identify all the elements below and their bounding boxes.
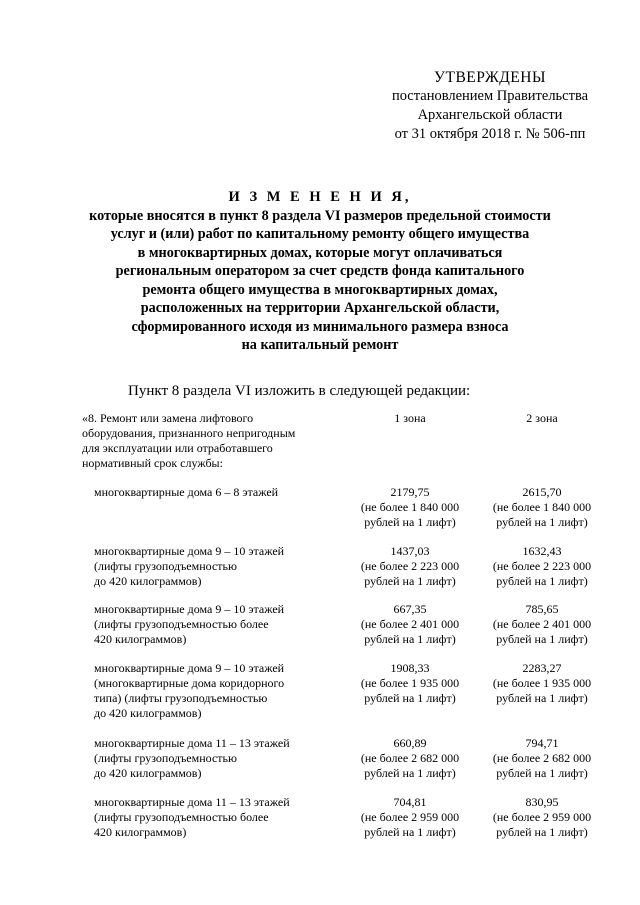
description-line: (лифты грузоподъемностью более	[94, 810, 269, 824]
zone-1-cell	[350, 795, 470, 840]
zone-1-limit: (не более 2 223 000	[360, 559, 460, 573]
description-line: многоквартирные дома 11 – 13 этажей	[94, 736, 290, 750]
zone-2-cell	[480, 602, 604, 647]
header-description	[82, 411, 332, 471]
zone-2-cell	[480, 544, 604, 589]
title-line: региональным оператором за счет средств фонда капитального	[115, 263, 525, 279]
zone-1-limit: (не более 2 682 000	[360, 751, 460, 765]
zone-1-limit: (не более 1 935 000	[360, 676, 460, 690]
description-line: многоквартирные дома 6 – 8 этажей	[94, 485, 279, 499]
zone-2-cell	[480, 661, 604, 706]
description-line: многоквартирные дома 11 – 13 этажей	[94, 795, 290, 809]
title-line: расположенных на территории Архангельской области,	[140, 300, 500, 316]
description-line: (лифты грузоподъемностью более	[94, 617, 269, 631]
zone-1-unit: рублей на 1 лифт)	[364, 574, 456, 588]
zone-1-value: 660,89	[393, 736, 427, 750]
row-description	[94, 544, 344, 589]
zone-2-cell	[480, 485, 604, 530]
row-description	[94, 736, 344, 781]
zone-1-unit: рублей на 1 лифт)	[364, 825, 456, 839]
zone-1-cell	[350, 544, 470, 589]
description-line: (многоквартирные дома коридорного	[94, 676, 285, 690]
description-line: многоквартирные дома 9 – 10 этажей	[94, 602, 285, 616]
zone-2-limit: (не более 2 401 000	[492, 617, 592, 631]
row-description	[94, 661, 344, 721]
zone-2-value: 830,95	[525, 795, 559, 809]
zone-2-limit: (не более 2 959 000	[492, 810, 592, 824]
row-description	[94, 795, 344, 840]
zone-1-cell	[350, 661, 470, 706]
zone-2-unit: рублей на 1 лифт)	[496, 825, 588, 839]
zone-1-unit: рублей на 1 лифт)	[364, 766, 456, 780]
zone-1-value: 704,81	[393, 795, 427, 809]
zone-1-cell	[350, 736, 470, 781]
header-line: оборудования, признанного непригодным	[82, 426, 296, 440]
row-description	[94, 602, 344, 647]
zone-1-value: 2179,75	[390, 485, 430, 499]
approval-line: постановлением Правительства	[391, 88, 589, 104]
header-zone-1: 1 зона	[394, 411, 426, 425]
zone-1-unit: рублей на 1 лифт)	[364, 515, 456, 529]
zone-2-unit: рублей на 1 лифт)	[496, 766, 588, 780]
zone-1-unit: рублей на 1 лифт)	[364, 691, 456, 705]
description-line: до 420 килограммов)	[94, 706, 202, 720]
zone-2-limit: (не более 1 840 000	[492, 500, 592, 514]
title-line: ремонта общего имущества в многоквартирных домах,	[142, 281, 498, 298]
approval-line: от 31 октября 2018 г. № 506-пп	[394, 126, 586, 142]
zone-1-value: 1437,03	[390, 544, 430, 558]
zone-2-limit: (не более 2 682 000	[492, 751, 592, 765]
zone-2-value: 2615,70	[522, 485, 562, 499]
description-line: 420 килограммов)	[94, 632, 187, 646]
zone-2-limit: (не более 2 223 000	[492, 559, 592, 573]
title-line: сформированного исходя из минимального размера взноса	[131, 318, 509, 335]
description-line: многоквартирные дома 9 – 10 этажей	[94, 544, 285, 558]
title-line: которые вносятся в пункт 8 раздела VI размеров предельной стоимости	[89, 207, 551, 224]
document-title	[60, 188, 580, 355]
description-line: (лифты грузоподъемностью	[94, 751, 237, 765]
zone-1-value: 667,35	[393, 602, 427, 616]
zone-2-cell	[480, 736, 604, 781]
zone-2-unit: рублей на 1 лифт)	[496, 691, 588, 705]
zone-1-limit: (не более 2 959 000	[360, 810, 460, 824]
approval-line: Архангельской области	[417, 107, 563, 123]
zone-1-limit: (не более 1 840 000	[360, 500, 460, 514]
description-line: 420 килограммов)	[94, 825, 187, 839]
zone-2-limit: (не более 1 935 000	[492, 676, 592, 690]
zone-2-value: 1632,43	[522, 544, 562, 558]
approval-heading: УТВЕРЖДЕНЫ	[434, 69, 546, 86]
zone-2-unit: рублей на 1 лифт)	[496, 574, 588, 588]
description-line: до 420 килограммов)	[94, 574, 202, 588]
header-line: нормативный срок службы:	[82, 456, 223, 470]
zone-2-value: 785,65	[525, 602, 559, 616]
header-zone-2: 2 зона	[526, 411, 558, 425]
description-line: многоквартирные дома 9 – 10 этажей	[94, 661, 285, 675]
header-line: для эксплуатации или отработавшего	[82, 441, 273, 455]
description-line: до 420 килограммов)	[94, 766, 202, 780]
zone-2-cell	[480, 795, 604, 840]
zone-2-value: 794,71	[525, 736, 559, 750]
title-line: в многоквартирных домах, которые могут оплачиваться	[137, 244, 503, 261]
zone-1-value: 1908,33	[390, 661, 430, 675]
instruction-paragraph: Пункт 8 раздела VI изложить в следующей редакции:	[128, 383, 471, 399]
approval-stamp	[340, 68, 640, 144]
zone-1-unit: рублей на 1 лифт)	[364, 632, 456, 646]
zone-1-cell	[350, 485, 470, 530]
title-main: И З М Е Н Е Н И Я,	[228, 189, 412, 205]
title-line: услуг и (или) работ по капитальному ремонту общего имущества	[110, 226, 530, 242]
zone-2-unit: рублей на 1 лифт)	[496, 515, 588, 529]
zone-2-value: 2283,27	[522, 661, 562, 675]
title-line: на капитальный ремонт	[241, 337, 399, 353]
zone-2-unit: рублей на 1 лифт)	[496, 632, 588, 646]
zone-1-cell	[350, 602, 470, 647]
zone-1-limit: (не более 2 401 000	[360, 617, 460, 631]
description-line: (лифты грузоподъемностью	[94, 559, 237, 573]
description-line: типа) (лифты грузоподъемностью	[94, 691, 268, 705]
row-description	[94, 485, 344, 500]
header-line: «8. Ремонт или замена лифтового	[82, 411, 254, 425]
